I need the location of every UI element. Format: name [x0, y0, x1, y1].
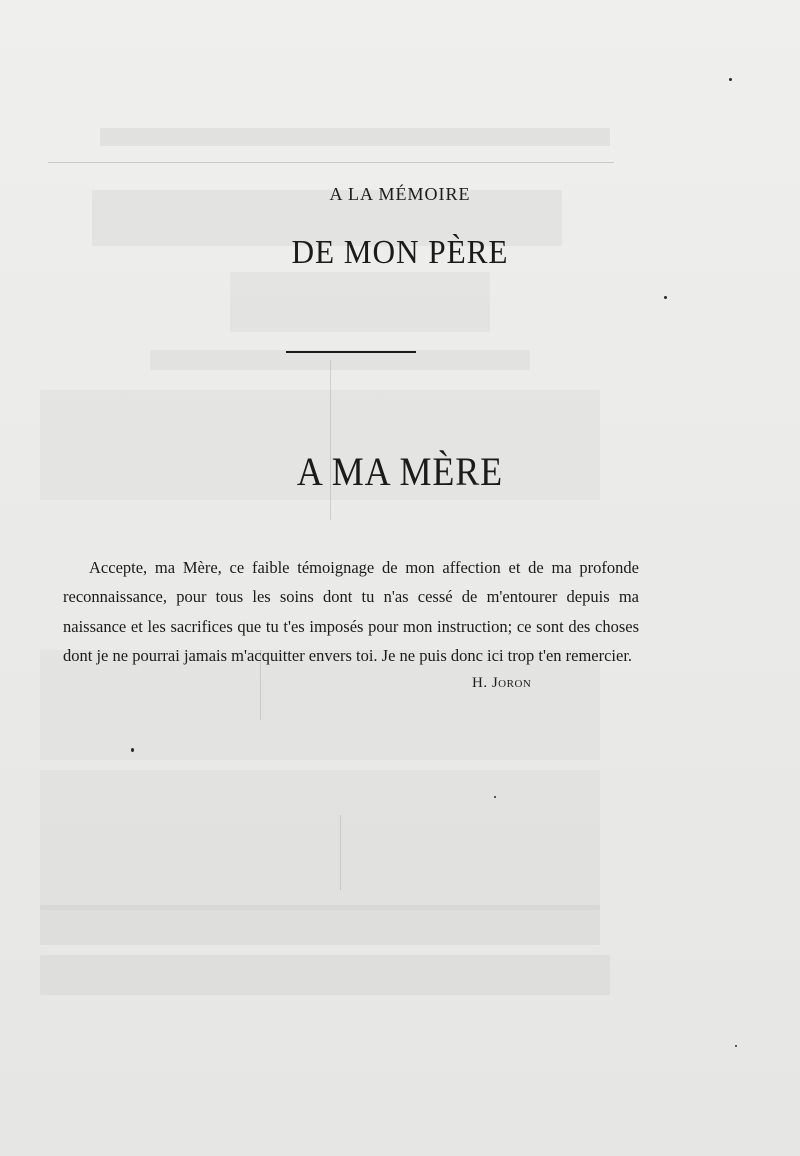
show-through-rule [48, 162, 614, 163]
ink-speck [729, 78, 732, 81]
author-signature: H. Joron [472, 675, 532, 691]
show-through-block [40, 770, 600, 910]
separator-rule [286, 351, 416, 353]
show-through-block [230, 272, 490, 332]
show-through-block [40, 955, 610, 995]
show-through-header [100, 128, 610, 146]
show-through-block [150, 350, 530, 370]
ink-speck [664, 296, 667, 299]
dedication-message: Accepte, ma Mère, ce faible témoignage de mon affection et de ma profonde reconnaissance, pour tous les soins dont tu n'as cessé de m'entourer depuis ma naissance et les sacrifices que tu t'es imposés pour mon instruction; ce sont des choses dont je ne pourrai jamais m'acquitter envers toi. Je ne puis donc ici trop t'en remercier. [63, 557, 639, 665]
ink-speck [131, 748, 134, 752]
show-through-column-rule [330, 360, 331, 520]
ink-speck [735, 1045, 737, 1047]
dedication-line-memory: A LA MÉMOIRE [329, 184, 471, 204]
dedication-line-mother: A MA MÈRE [296, 449, 504, 494]
ink-speck [494, 796, 496, 798]
show-through-column-rule [340, 815, 341, 890]
show-through-block [40, 905, 600, 945]
dedication-line-father: DE MON PÈRE [291, 234, 509, 271]
